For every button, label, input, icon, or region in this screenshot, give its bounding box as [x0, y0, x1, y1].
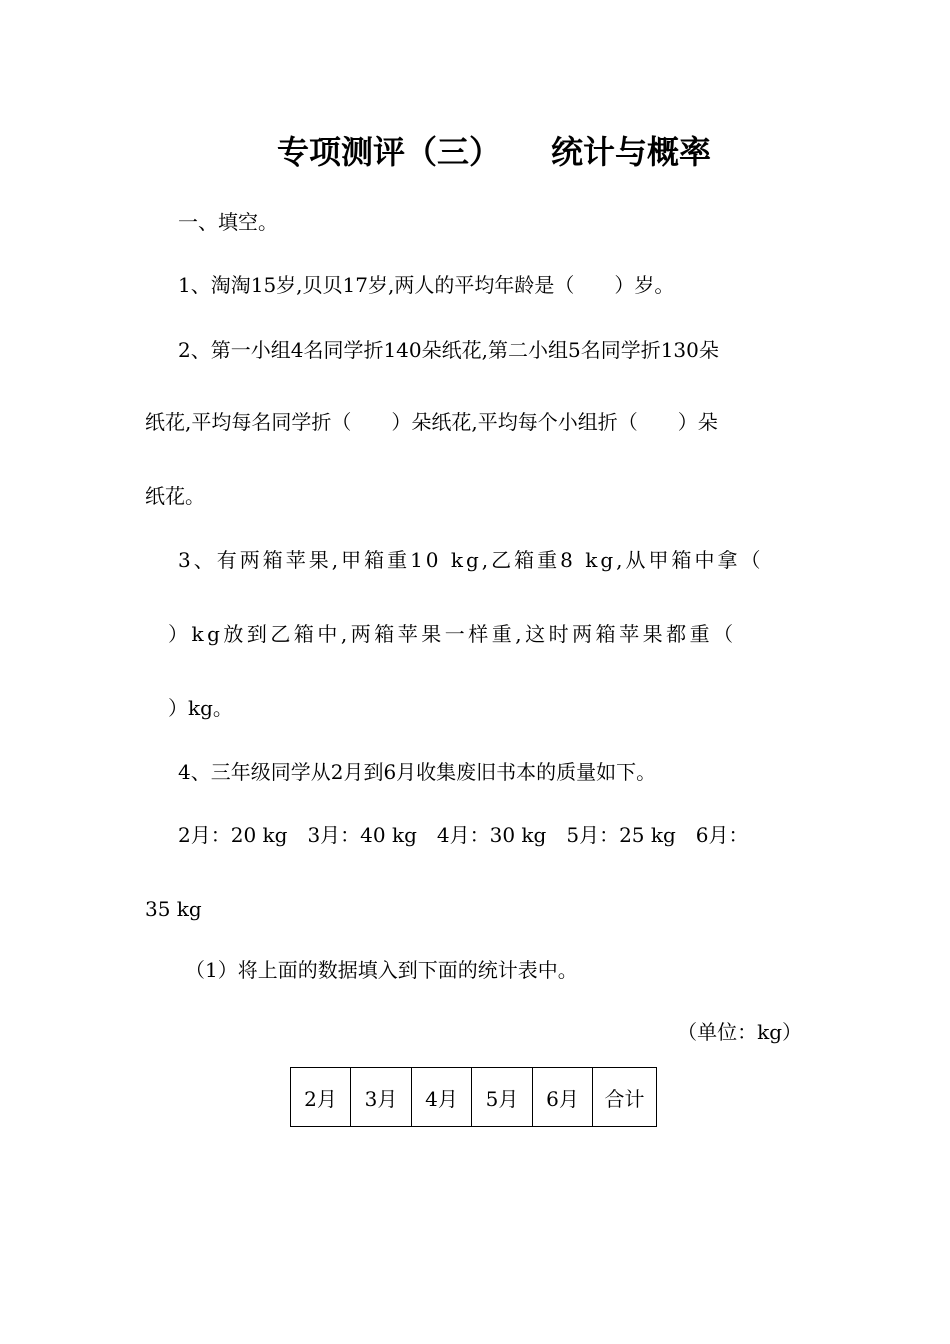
question-2-line-3: 纸花。 [145, 484, 205, 508]
question-3-line-3: ）kg。 [168, 696, 233, 720]
table-header-cell: 6月 [533, 1068, 593, 1127]
question-4-data-line-1: 2月：20 kg 3月：40 kg 4月：30 kg 5月：25 kg 6月： [178, 823, 749, 847]
question-4-line-1: 4、三年级同学从2月到6月收集废旧书本的质量如下。 [178, 760, 657, 784]
unit-note: （单位：kg） [677, 1020, 802, 1044]
question-2-line-2: 纸花,平均每名同学折（ ）朵纸花,平均每个小组折（ ）朵 [145, 410, 718, 434]
table-row [291, 1068, 657, 1127]
question-4-data-line-2: 35 kg [145, 897, 202, 921]
table-header-cell: 4月 [412, 1068, 472, 1127]
question-3-line-2: ）kg放到乙箱中,两箱苹果一样重,这时两箱苹果都重（ [168, 622, 737, 646]
question-2-line-1: 2、第一小组4名同学折140朵纸花,第二小组5名同学折130朵 [178, 338, 719, 362]
title-part-1: 专项测评（三） [276, 133, 501, 171]
table-header-cell: 3月 [351, 1068, 412, 1127]
table-header-cell: 2月 [291, 1068, 351, 1127]
section-heading: 一、填空。 [178, 210, 278, 234]
question-1: 1、淘淘15岁,贝贝17岁,两人的平均年龄是（ ）岁。 [178, 273, 675, 297]
question-4-subquestion-1: （1）将上面的数据填入到下面的统计表中。 [185, 958, 578, 982]
statistics-table [290, 1067, 657, 1127]
table-header-cell: 5月 [472, 1068, 533, 1127]
question-3-line-1: 3、有两箱苹果,甲箱重10 kg,乙箱重8 kg,从甲箱中拿（ [178, 548, 764, 572]
title-part-2: 统计与概率 [551, 133, 712, 171]
page-title [0, 130, 950, 174]
table-header-cell: 合计 [593, 1068, 657, 1127]
